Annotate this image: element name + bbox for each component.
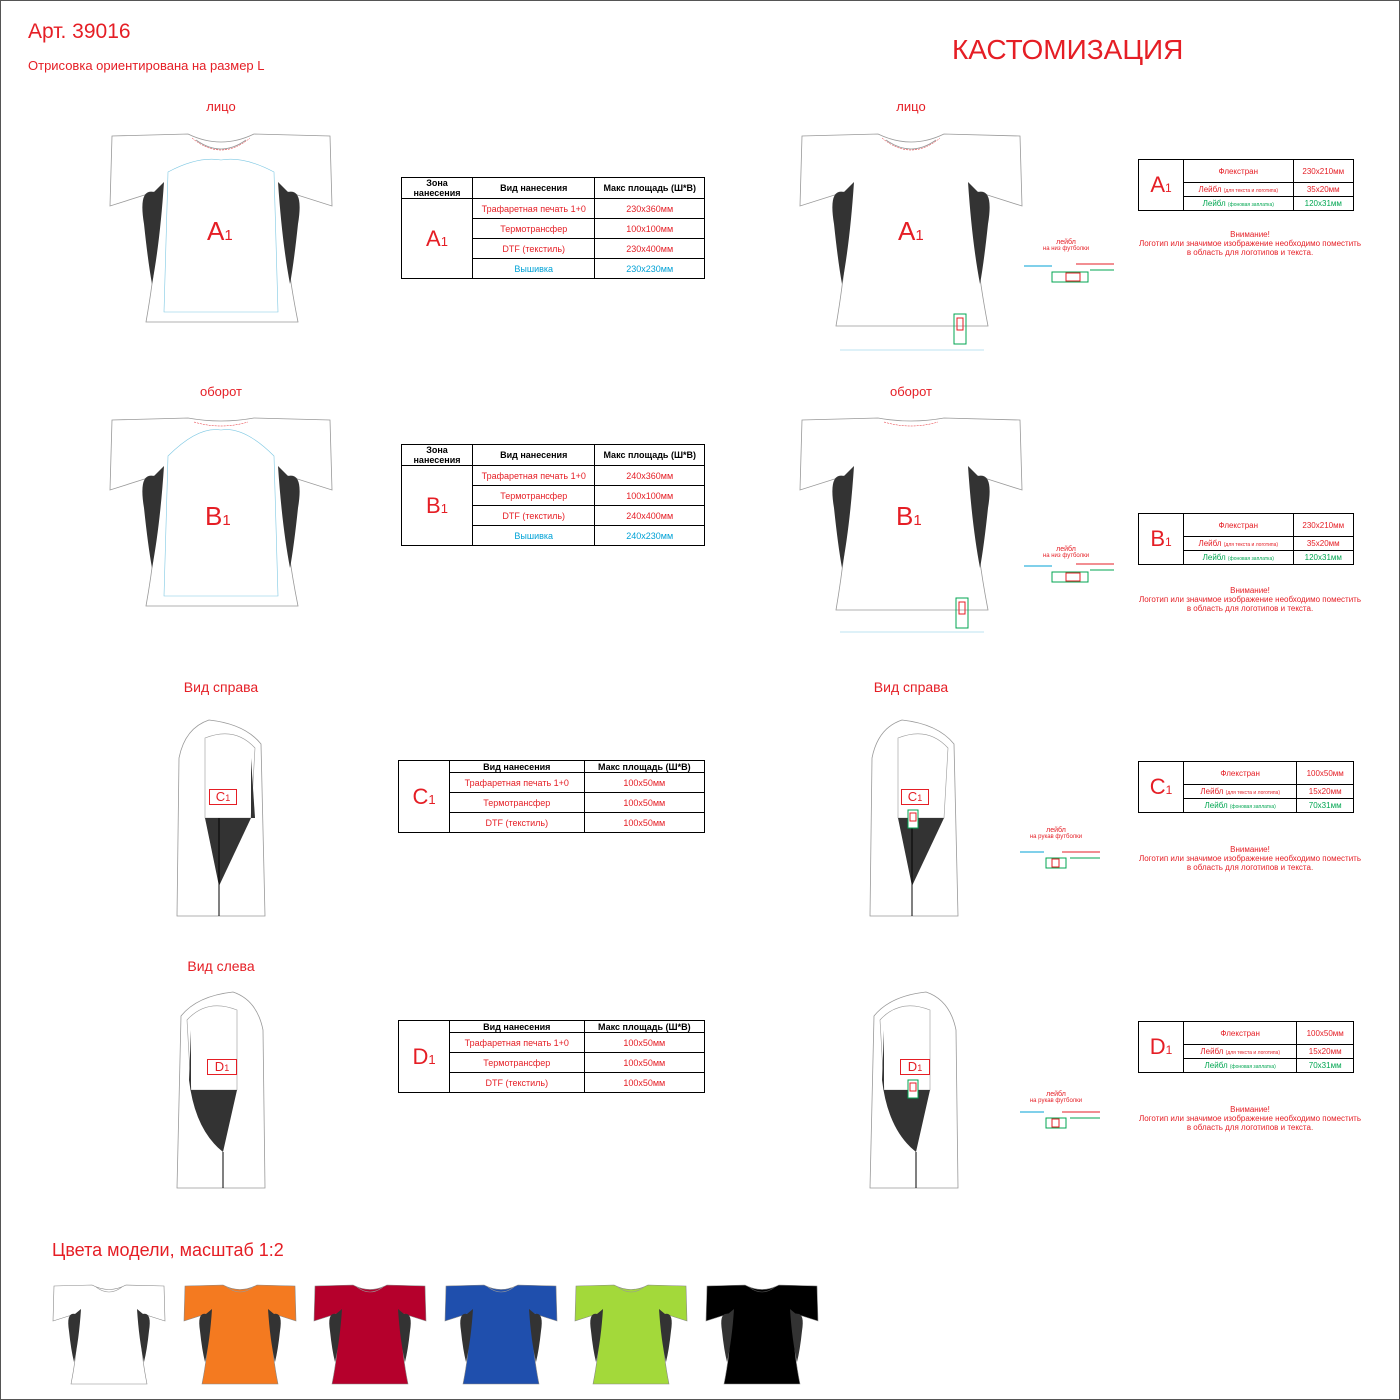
area-value: 100х100мм bbox=[595, 486, 705, 506]
label-mark-left: лейбл на рукав футболки bbox=[1029, 1091, 1083, 1104]
label-mark-right: лейбл на рукав футболки bbox=[1029, 827, 1083, 840]
method-dtf: DTF (текстиль) bbox=[450, 813, 585, 833]
color-swatch-tshirt bbox=[313, 1284, 427, 1386]
custom-tshirt-left-drawing bbox=[868, 990, 960, 1190]
method-embroidery: Вышивка bbox=[473, 259, 595, 279]
row-flex: Флекстран bbox=[1184, 160, 1294, 183]
spec-header-area: Макс площадь (Ш*В) bbox=[595, 445, 705, 466]
method-thermo: Термотрансфер bbox=[450, 793, 585, 813]
custom-zone-c: C1 bbox=[1139, 762, 1184, 813]
custom-zone-b-label: B1 bbox=[896, 501, 922, 531]
color-swatch-tshirt bbox=[444, 1284, 558, 1386]
area-value: 100х100мм bbox=[595, 219, 705, 239]
area-value: 100х50мм bbox=[584, 813, 704, 833]
method-dtf: DTF (текстиль) bbox=[473, 506, 595, 526]
spec-header-area: Макс площадь (Ш*В) bbox=[584, 1021, 704, 1033]
area-value: 100х50мм bbox=[584, 793, 704, 813]
method-screen: Трафаретная печать 1+0 bbox=[450, 1033, 585, 1053]
area-value: 230х360мм bbox=[595, 199, 705, 219]
spec-header-area: Макс площадь (Ш*В) bbox=[595, 178, 705, 199]
tshirt-right-drawing bbox=[175, 718, 267, 918]
custom-zone-d-box: D1 bbox=[900, 1059, 930, 1075]
spec-header-method: Вид нанесения bbox=[473, 445, 595, 466]
row-flex: Флекстран bbox=[1184, 762, 1297, 785]
custom-table-d bbox=[1138, 1021, 1354, 1073]
size-value: 120х31мм bbox=[1293, 197, 1353, 211]
method-screen: Трафаретная печать 1+0 bbox=[473, 199, 595, 219]
label-mark-back: лейбл на низ футболки bbox=[1042, 546, 1090, 559]
area-value: 240х230мм bbox=[595, 526, 705, 546]
spec-zone-a: A1 bbox=[402, 199, 473, 279]
method-embroidery: Вышивка bbox=[473, 526, 595, 546]
row-label-bg: Лейбл (фоновая заплатка) bbox=[1184, 799, 1297, 813]
spec-zone-b: B1 bbox=[402, 466, 473, 546]
warning-note-d: Внимание! Логотип или значимое изображение необходимо поместить в область для логотипов и текста. bbox=[1138, 1105, 1361, 1132]
area-value: 100х50мм bbox=[584, 1073, 704, 1093]
row-label-bg: Лейбл (фоновая заплатка) bbox=[1184, 551, 1294, 565]
method-thermo: Термотрансфер bbox=[473, 486, 595, 506]
view-label-back: оборот bbox=[199, 384, 243, 399]
spec-header-method: Вид нанесения bbox=[450, 1021, 585, 1033]
method-thermo: Термотрансфер bbox=[473, 219, 595, 239]
colors-title: Цвета модели, масштаб 1:2 bbox=[52, 1240, 284, 1260]
size-value: 100х50мм bbox=[1297, 762, 1354, 785]
size-note: Отрисовка ориентирована на размер L bbox=[28, 58, 265, 73]
row-flex: Флекстран bbox=[1184, 1022, 1297, 1045]
method-screen: Трафаретная печать 1+0 bbox=[473, 466, 595, 486]
custom-zone-d: D1 bbox=[1139, 1022, 1184, 1073]
custom-zone-a: A1 bbox=[1139, 160, 1184, 211]
color-swatch-tshirt bbox=[705, 1284, 819, 1386]
warning-note-a: Внимание! Логотип или значимое изображение необходимо поместить в область для логотипов и текста. bbox=[1138, 230, 1361, 257]
size-value: 100х50мм bbox=[1297, 1022, 1354, 1045]
area-value: 240х360мм bbox=[595, 466, 705, 486]
tshirt-left-drawing bbox=[175, 990, 267, 1190]
label-diagram-right bbox=[1018, 848, 1102, 872]
row-label-text: Лейбл (для текста и логотипа) bbox=[1184, 1045, 1297, 1059]
row-flex: Флекстран bbox=[1184, 514, 1294, 537]
custom-view-label-back: оборот bbox=[889, 384, 933, 399]
method-dtf: DTF (текстиль) bbox=[473, 239, 595, 259]
zone-c-right-box: C1 bbox=[209, 789, 237, 805]
spec-table-c bbox=[398, 760, 705, 833]
zone-b-back-label: B1 bbox=[205, 501, 231, 531]
article-number: Арт. 39016 bbox=[28, 20, 131, 43]
method-thermo: Термотрансфер bbox=[450, 1053, 585, 1073]
size-value: 35х20мм bbox=[1293, 183, 1353, 197]
area-value: 100х50мм bbox=[584, 1033, 704, 1053]
spec-table-b bbox=[401, 444, 705, 546]
label-mark-front: лейбл на низ футболки bbox=[1042, 239, 1090, 252]
custom-zone-a-label: A1 bbox=[898, 216, 924, 246]
warning-note-b: Внимание! Логотип или значимое изображение необходимо поместить в область для логотипов и текста. bbox=[1138, 586, 1361, 613]
size-value: 35х20мм bbox=[1293, 537, 1353, 551]
warning-note-c: Внимание! Логотип или значимое изображение необходимо поместить в область для логотипов и текста. bbox=[1138, 845, 1361, 872]
size-value: 230х210мм bbox=[1293, 160, 1353, 183]
row-label-text: Лейбл (для текста и логотипа) bbox=[1184, 785, 1297, 799]
size-value: 70х31мм bbox=[1297, 799, 1354, 813]
area-value: 100х50мм bbox=[584, 773, 704, 793]
size-value: 15х20мм bbox=[1297, 1045, 1354, 1059]
view-label-left: Вид слева bbox=[187, 958, 255, 974]
custom-tshirt-right-drawing bbox=[868, 718, 960, 918]
area-value: 230х230мм bbox=[595, 259, 705, 279]
spec-header-method: Вид нанесения bbox=[450, 761, 585, 773]
zone-d-left-box: D1 bbox=[207, 1059, 237, 1075]
custom-table-c bbox=[1138, 761, 1354, 813]
area-value: 100х50мм bbox=[584, 1053, 704, 1073]
color-swatch-tshirt bbox=[183, 1284, 297, 1386]
custom-zone-c-box: C1 bbox=[901, 789, 929, 805]
custom-table-a bbox=[1138, 159, 1354, 211]
spec-zone-c: C1 bbox=[399, 761, 450, 833]
label-diagram-back bbox=[1022, 562, 1116, 584]
row-label-text: Лейбл (для текста и логотипа) bbox=[1184, 183, 1294, 197]
spec-header-area: Макс площадь (Ш*В) bbox=[584, 761, 704, 773]
method-dtf: DTF (текстиль) bbox=[450, 1073, 585, 1093]
size-value: 70х31мм bbox=[1297, 1059, 1354, 1073]
method-screen: Трафаретная печать 1+0 bbox=[450, 773, 585, 793]
size-value: 230х210мм bbox=[1293, 514, 1353, 537]
area-value: 230х400мм bbox=[595, 239, 705, 259]
customization-title: КАСТОМИЗАЦИЯ bbox=[952, 34, 1184, 65]
row-label-bg: Лейбл (фоновая заплатка) bbox=[1184, 197, 1294, 211]
row-label-text: Лейбл (для текста и логотипа) bbox=[1184, 537, 1294, 551]
spec-table-a bbox=[401, 177, 705, 279]
custom-view-label-right: Вид справа bbox=[873, 679, 949, 695]
custom-zone-b: B1 bbox=[1139, 514, 1184, 565]
label-diagram-front bbox=[1022, 262, 1116, 284]
row-label-bg: Лейбл (фоновая заплатка) bbox=[1184, 1059, 1297, 1073]
spec-header-zone: Зона нанесения bbox=[402, 178, 473, 199]
spec-table-d bbox=[398, 1020, 705, 1093]
custom-table-b bbox=[1138, 513, 1354, 565]
spec-header-zone: Зона нанесения bbox=[402, 445, 473, 466]
color-swatch-tshirt bbox=[574, 1284, 688, 1386]
view-label-right: Вид справа bbox=[183, 679, 259, 695]
label-diagram-left bbox=[1018, 1108, 1102, 1132]
view-label-front: лицо bbox=[206, 99, 236, 114]
spec-header-method: Вид нанесения bbox=[473, 178, 595, 199]
custom-view-label-front: лицо bbox=[896, 99, 926, 114]
size-value: 120х31мм bbox=[1293, 551, 1353, 565]
spec-zone-d: D1 bbox=[399, 1021, 450, 1093]
color-swatch-tshirt bbox=[52, 1284, 166, 1386]
area-value: 240х400мм bbox=[595, 506, 705, 526]
zone-a-front-label: A1 bbox=[207, 216, 233, 246]
size-value: 15х20мм bbox=[1297, 785, 1354, 799]
